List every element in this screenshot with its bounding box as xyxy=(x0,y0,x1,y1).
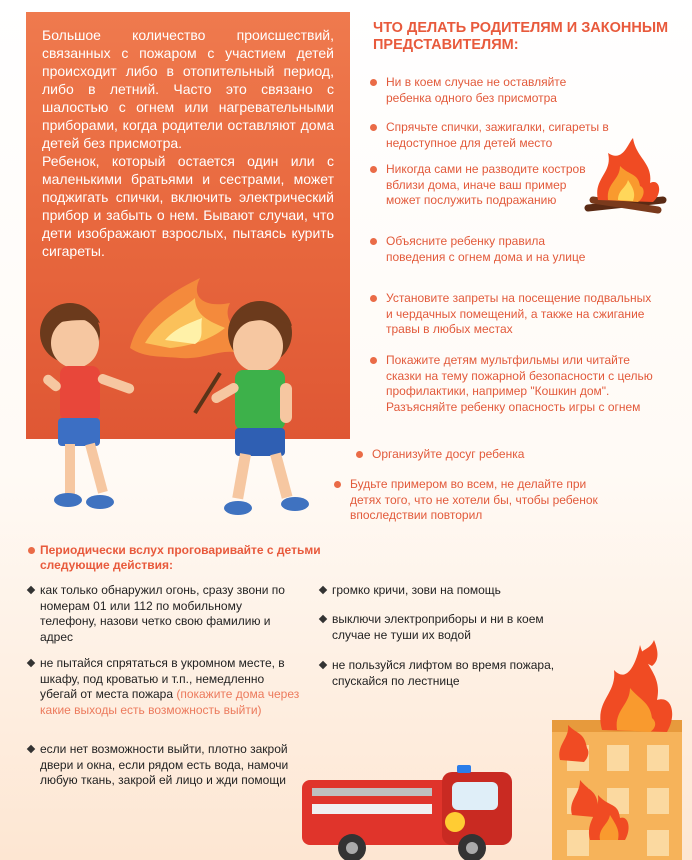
bullet-dot-icon xyxy=(370,79,377,86)
bullet-dot-icon xyxy=(334,481,341,488)
action-note: (покажите дома через какие выходы есть возможность выйти) xyxy=(40,687,300,717)
small-flames-icon xyxy=(580,770,640,840)
parents-item: Спрячьте спички, зажигалки, сигареты в недоступное для детей место xyxy=(370,120,610,151)
parents-title: ЧТО ДЕЛАТЬ РОДИТЕЛЯМ И ЗАКОННЫМ ПРЕДСТАВИТЕЛЯМ: xyxy=(373,20,669,53)
children-illustration xyxy=(30,278,350,528)
bullet-dot-icon xyxy=(370,295,377,302)
bullet-dot-icon xyxy=(370,166,377,173)
action-item xyxy=(28,656,300,718)
intro-text xyxy=(42,26,334,260)
actions-title: Периодически вслух проговаривайте с детьми следующие действия: xyxy=(28,543,328,572)
fire-truck-illustration xyxy=(292,760,552,860)
action-text: не пытайся спрятаться в укромном месте, в шкафу, под кроватью и т.п., немедленно убегай от места пожара xyxy=(40,656,285,701)
action-item: если нет возможности выйти, плотно закрой двери и окна, если рядом есть вода, намочи любую ткань, закрой ей лицо и жди помощи xyxy=(28,742,298,789)
action-item: громко кричи, зови на помощь xyxy=(320,583,580,599)
intro-paragraph-2: Ребенок, который остается один или с маленькими братьями и сестрами, может поджигать спички, включить электрический прибор и забыть о нем. Бывают случаи, что дети изображают взрослых, пытаясь курить сигареты. xyxy=(42,153,334,259)
campfire-icon xyxy=(578,138,673,218)
parents-item: Ни в коем случае не оставляйте ребенка одного без присмотра xyxy=(370,75,610,106)
bullet-dot-icon xyxy=(370,124,377,131)
torch-flame xyxy=(130,278,241,358)
parents-item: Организуйте досуг ребенка xyxy=(356,447,616,463)
bullet-dot-icon xyxy=(28,547,35,554)
parents-item: Объясните ребенку правила поведения с огнем дома и на улице xyxy=(370,234,590,265)
action-item: не пользуйся лифтом во время пожара, спускайся по лестнице xyxy=(320,658,580,689)
bullet-dot-icon xyxy=(370,357,377,364)
action-item: выключи электроприборы и ни в коем случае не туши их водой xyxy=(320,612,580,643)
parents-item: Будьте примером во всем, не делайте при детях того, что не хотели бы, чтобы ребенок впоследствии повторил xyxy=(334,477,609,524)
parents-item: Никогда сами не разводите костров вблизи дома, иначе ваш пример может послужить подражанию xyxy=(370,162,600,209)
parents-item: Покажите детям мультфильмы или читайте сказки на тему пожарной безопасности с целью профилактики, например "Кошкин дом". Разъясняйте ребенку опасность игры с огнем xyxy=(370,353,660,415)
bullet-dot-icon xyxy=(370,238,377,245)
kid-left xyxy=(40,303,136,509)
intro-paragraph-1: Большое количество происшествий, связанных с пожаром с участием детей происходит либо в отопительный период, либо в летний. Часто это связано с шалостью с огнем или нагревательными приборами, когда родители оставляют дома детей без присмотра. xyxy=(42,27,334,151)
bullet-dot-icon xyxy=(356,451,363,458)
parents-item: Установите запреты на посещение подвальных и чердачных помещений, а также на сжигание травы в любых местах xyxy=(370,291,660,338)
action-item: как только обнаружил огонь, сразу звони по номерам 01 или 112 по мобильному телефону, назови четко свою фамилию и адрес xyxy=(28,583,298,645)
